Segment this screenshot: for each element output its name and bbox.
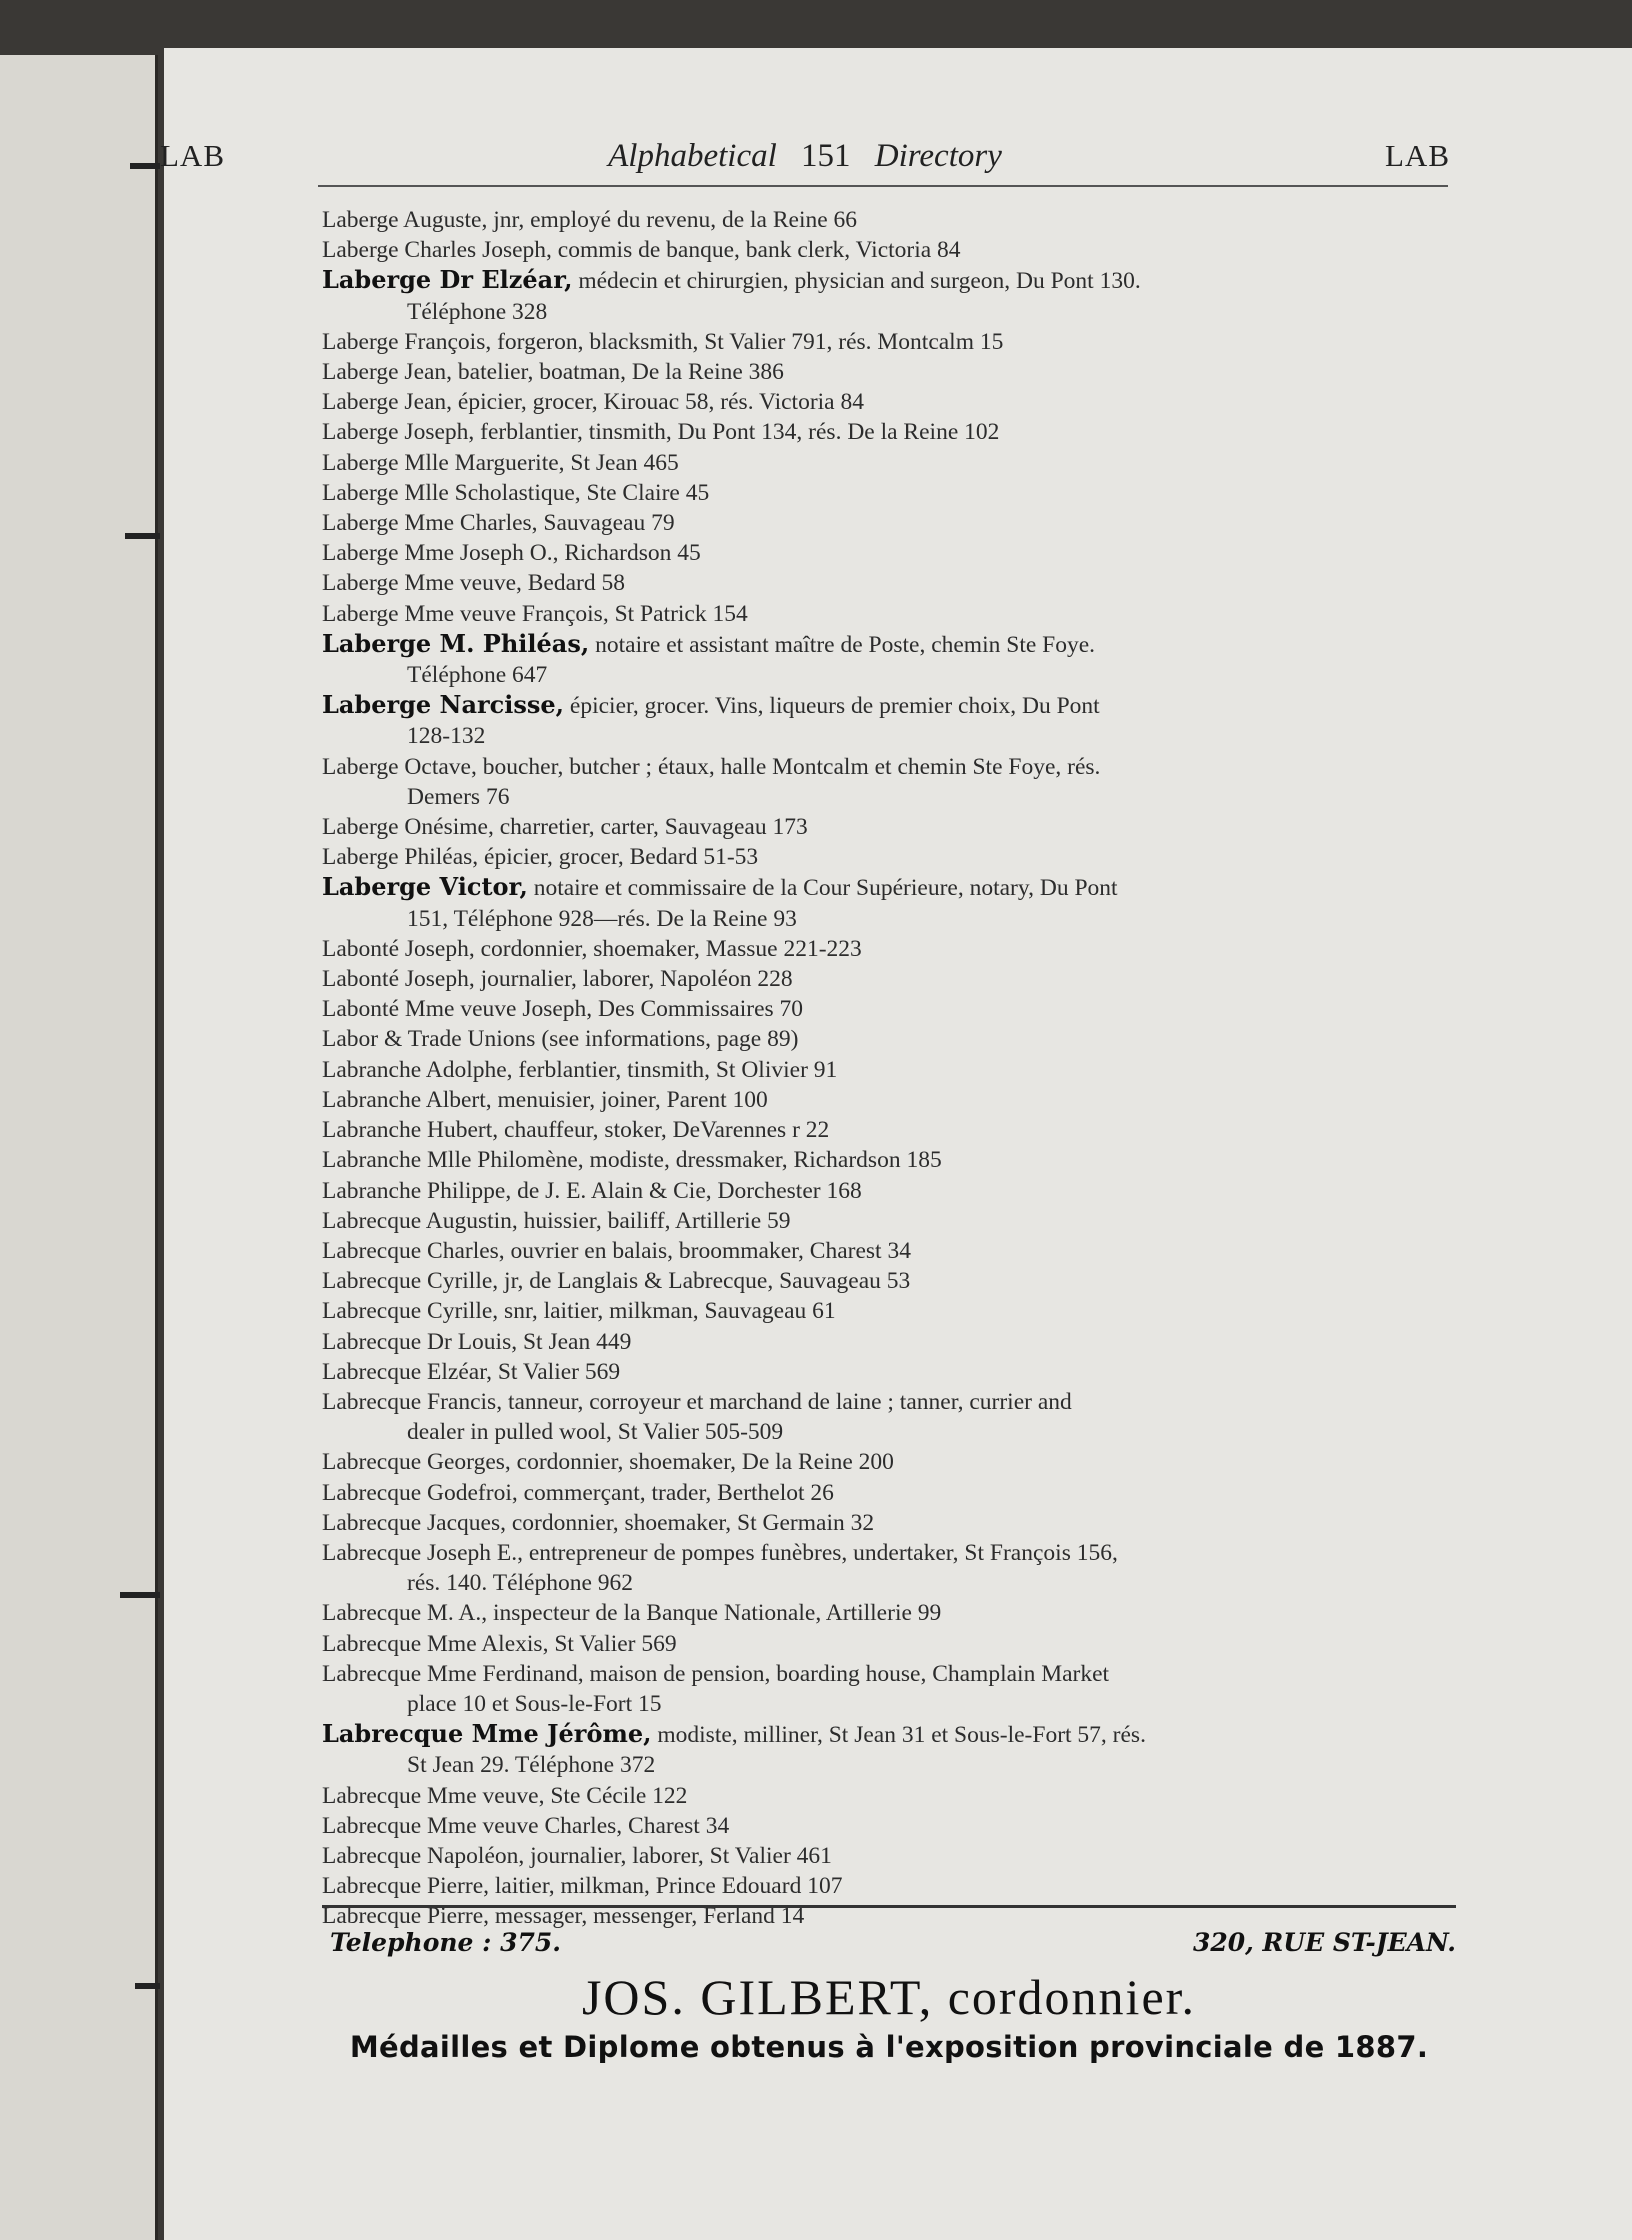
advertisement: [322, 1905, 1456, 2064]
directory-entry: [322, 690, 1444, 751]
directory-entry: [322, 964, 1444, 994]
entry-text: Labrecque Francis, tanneur, corroyeur et marchand de laine ; tanner, currier and: [322, 1388, 1072, 1415]
entry-text: Laberge Mme Charles, Sauvageau 79: [322, 510, 675, 537]
entry-text: Labor & Trade Unions (see informations, page 89): [322, 1026, 799, 1053]
header-left-code: LAB: [160, 138, 225, 173]
entry-bold-name: Laberge Victor,: [322, 872, 528, 902]
entry-text: épicier, grocer. Vins, liqueurs de premier choix, Du Pont: [564, 693, 1100, 720]
header-divider: [318, 185, 1448, 187]
entry-continuation: rés. 140. Téléphone 962: [407, 1570, 634, 1597]
entry-text: Labrecque Mme veuve Charles, Charest 34: [322, 1812, 730, 1839]
directory-entry: [322, 1327, 1444, 1357]
directory-entry: [322, 1387, 1444, 1447]
directory-entry: [322, 508, 1444, 538]
entry-text: Laberge Jean, épicier, grocer, Kirouac 58, rés. Victoria 84: [322, 389, 864, 416]
entry-text: médecin et chirurgien, physician and surgeon, Du Pont 130.: [572, 268, 1141, 295]
directory-entry: [322, 842, 1444, 872]
entry-text: Laberge Auguste, jnr, employé du revenu, de la Reine 66: [322, 207, 858, 233]
entry-continuation: place 10 et Sous-le-Fort 15: [407, 1690, 662, 1717]
directory-entry: [322, 994, 1444, 1024]
directory-entry: [322, 1085, 1444, 1115]
entry-text: Laberge Octave, boucher, butcher ; étaux, halle Montcalm et chemin Ste Foye, rés.: [322, 753, 1101, 780]
entry-text: Labrecque M. A., inspecteur de la Banque Nationale, Artillerie 99: [322, 1600, 942, 1627]
header-title: [160, 138, 1450, 175]
entry-text: Laberge Joseph, ferblantier, tinsmith, Du Pont 134, rés. De la Reine 102: [322, 419, 1000, 446]
directory-entry: [322, 265, 1444, 326]
advertisement-business-name: JOS. GILBERT, cordonnier.: [581, 1969, 1197, 2025]
entry-text: Labrecque Georges, cordonnier, shoemaker, De la Reine 200: [322, 1449, 894, 1476]
directory-entry: [322, 538, 1444, 568]
entry-bold-name: Laberge M. Philéas,: [322, 628, 590, 658]
entry-text: Labrecque Elzéar, St Valier 569: [322, 1358, 621, 1385]
entry-text: Labrecque Mme Alexis, St Valier 569: [322, 1630, 677, 1657]
directory-entry: [322, 1781, 1444, 1811]
directory-entry: [322, 568, 1444, 598]
entry-text: Laberge Jean, batelier, boatman, De la Reine 386: [322, 359, 784, 386]
directory-entry: [322, 1598, 1444, 1628]
entry-text: Laberge Onésime, charretier, carter, Sauvageau 173: [322, 814, 808, 841]
margin-mark: [130, 163, 160, 169]
entry-continuation: St Jean 29. Téléphone 372: [407, 1752, 656, 1779]
entry-text: Labrecque Joseph E., entrepreneur de pompes funèbres, undertaker, St François 156,: [322, 1539, 1118, 1566]
directory-entry: [322, 1206, 1444, 1236]
advertisement-tagline: Médailles et Diplome obtenus à l'exposition provinciale de 1887.: [349, 2030, 1429, 2064]
directory-entry: [322, 599, 1444, 629]
entry-text: Labrecque Augustin, huissier, bailiff, Artillerie 59: [322, 1207, 791, 1234]
header-title-left: Alphabetical: [608, 138, 777, 174]
directory-entry: [322, 1357, 1444, 1387]
directory-entry: [322, 357, 1444, 387]
directory-entry: [322, 1538, 1444, 1598]
entry-text: Labonté Joseph, cordonnier, shoemaker, Massue 221-223: [322, 935, 862, 962]
advertisement-address: 320, RUE ST-JEAN.: [1192, 1928, 1456, 1957]
header-title-right: Directory: [874, 138, 1002, 174]
entry-text: Labrecque Cyrille, snr, laitier, milkman, Sauvageau 61: [322, 1298, 836, 1325]
advertisement-contact-row: [322, 1920, 1456, 1972]
directory-entry: [322, 478, 1444, 508]
entry-text: Labrecque Mme Ferdinand, maison de pension, boarding house, Champlain Market: [322, 1660, 1110, 1687]
entry-continuation: Téléphone 328: [407, 298, 548, 325]
entry-text: modiste, milliner, St Jean 31 et Sous-le-Fort 57, rés.: [651, 1722, 1146, 1749]
directory-entry: [322, 1508, 1444, 1538]
entry-text: Laberge Charles Joseph, commis de banque, bank clerk, Victoria 84: [322, 237, 961, 264]
entry-text: notaire et commissaire de la Cour Supérieure, notary, Du Pont: [527, 875, 1118, 902]
margin-mark: [125, 533, 165, 539]
entry-continuation: 128-132: [407, 723, 486, 750]
directory-entry: [322, 1841, 1444, 1871]
directory-entry: [322, 752, 1444, 812]
entry-text: Labranche Albert, menuisier, joiner, Parent 100: [322, 1086, 768, 1113]
directory-entry: [322, 1115, 1444, 1145]
entry-bold-name: Laberge Dr Elzéar,: [322, 265, 573, 295]
entry-text: Labonté Mme veuve Joseph, Des Commissaires 70: [322, 996, 804, 1023]
entry-text: Labrecque Napoléon, journalier, laborer, St Valier 461: [322, 1842, 832, 1869]
entry-text: Labrecque Jacques, cordonnier, shoemaker, St Germain 32: [322, 1509, 875, 1536]
entry-bold-name: Laberge Narcisse,: [322, 690, 565, 720]
entry-text: Labrecque Cyrille, jr, de Langlais & Labrecque, Sauvageau 53: [322, 1268, 911, 1295]
directory-entry: [322, 1447, 1444, 1477]
directory-entry: [322, 1659, 1444, 1719]
directory-entry: [322, 1719, 1444, 1780]
directory-entry: [322, 1296, 1444, 1326]
directory-entry: [322, 327, 1444, 357]
header-right-code: LAB: [1385, 138, 1450, 173]
entry-text: Laberge Mme Joseph O., Richardson 45: [322, 540, 701, 567]
directory-entry: [322, 448, 1444, 478]
directory-entry: [322, 1236, 1444, 1266]
entry-text: Labranche Adolphe, ferblantier, tinsmith, St Olivier 91: [322, 1056, 838, 1083]
entry-text: notaire et assistant maître de Poste, chemin Ste Foye.: [589, 631, 1096, 658]
directory-entry: [322, 205, 1444, 235]
directory-entry: [322, 1024, 1444, 1054]
entry-text: Labonté Joseph, journalier, laborer, Napoléon 228: [322, 966, 793, 993]
page-number: 151: [801, 138, 851, 174]
facing-page-edge: [0, 55, 158, 2240]
page-header: [160, 92, 1450, 172]
advertisement-telephone: Telephone : 375.: [330, 1928, 561, 1957]
directory-entry: [322, 1811, 1444, 1841]
directory-entry: [322, 1055, 1444, 1085]
entry-text: Labrecque Godefroi, commerçant, trader, Berthelot 26: [322, 1479, 834, 1506]
directory-entry: [322, 812, 1444, 842]
entry-text: Laberge Philéas, épicier, grocer, Bedard 51-53: [322, 844, 759, 871]
entry-text: Labrecque Pierre, laitier, milkman, Prince Edouard 107: [322, 1873, 843, 1900]
entry-text: Labranche Hubert, chauffeur, stoker, DeVarennes r 22: [322, 1117, 830, 1144]
directory-entry: [322, 1478, 1444, 1508]
entry-continuation: dealer in pulled wool, St Valier 505-509: [407, 1419, 784, 1446]
entry-continuation: Téléphone 647: [407, 662, 548, 689]
entry-continuation: 151, Téléphone 928—rés. De la Reine 93: [407, 905, 797, 932]
entry-text: Labrecque Pierre, messager, messenger, Ferland 14: [322, 1903, 805, 1930]
entry-text: Labrecque Charles, ouvrier en balais, broommaker, Charest 34: [322, 1237, 911, 1264]
directory-entry: [322, 1176, 1444, 1206]
entry-text: Laberge Mlle Marguerite, St Jean 465: [322, 449, 679, 476]
entry-continuation: Demers 76: [407, 783, 510, 810]
directory-entry: [322, 1266, 1444, 1296]
margin-mark: [120, 1592, 165, 1598]
directory-entry: [322, 1145, 1444, 1175]
entry-text: Labrecque Dr Louis, St Jean 449: [322, 1328, 632, 1355]
directory-entries: [322, 205, 1444, 1932]
directory-entry: [322, 417, 1444, 447]
directory-entry: [322, 1871, 1444, 1901]
directory-entry: [322, 934, 1444, 964]
directory-entry: [322, 1629, 1444, 1659]
entry-bold-name: Labrecque Mme Jérôme,: [322, 1719, 652, 1749]
entry-text: Labrecque Mme veuve, Ste Cécile 122: [322, 1782, 688, 1809]
entry-text: Labranche Philippe, de J. E. Alain & Cie, Dorchester 168: [322, 1177, 862, 1204]
directory-entry: [322, 629, 1444, 690]
entry-text: Labranche Mlle Philomène, modiste, dressmaker, Richardson 185: [322, 1147, 942, 1174]
directory-entry: [322, 387, 1444, 417]
directory-entry: [322, 235, 1444, 265]
entry-text: Laberge Mme veuve, Bedard 58: [322, 570, 625, 597]
entry-text: Laberge Mme veuve François, St Patrick 154: [322, 600, 748, 627]
directory-entry: [322, 872, 1444, 933]
entry-text: Laberge François, forgeron, blacksmith, St Valier 791, rés. Montcalm 15: [322, 328, 1004, 355]
advertisement-divider: [322, 1905, 1456, 1908]
entry-text: Laberge Mlle Scholastique, Ste Claire 45: [322, 479, 710, 506]
